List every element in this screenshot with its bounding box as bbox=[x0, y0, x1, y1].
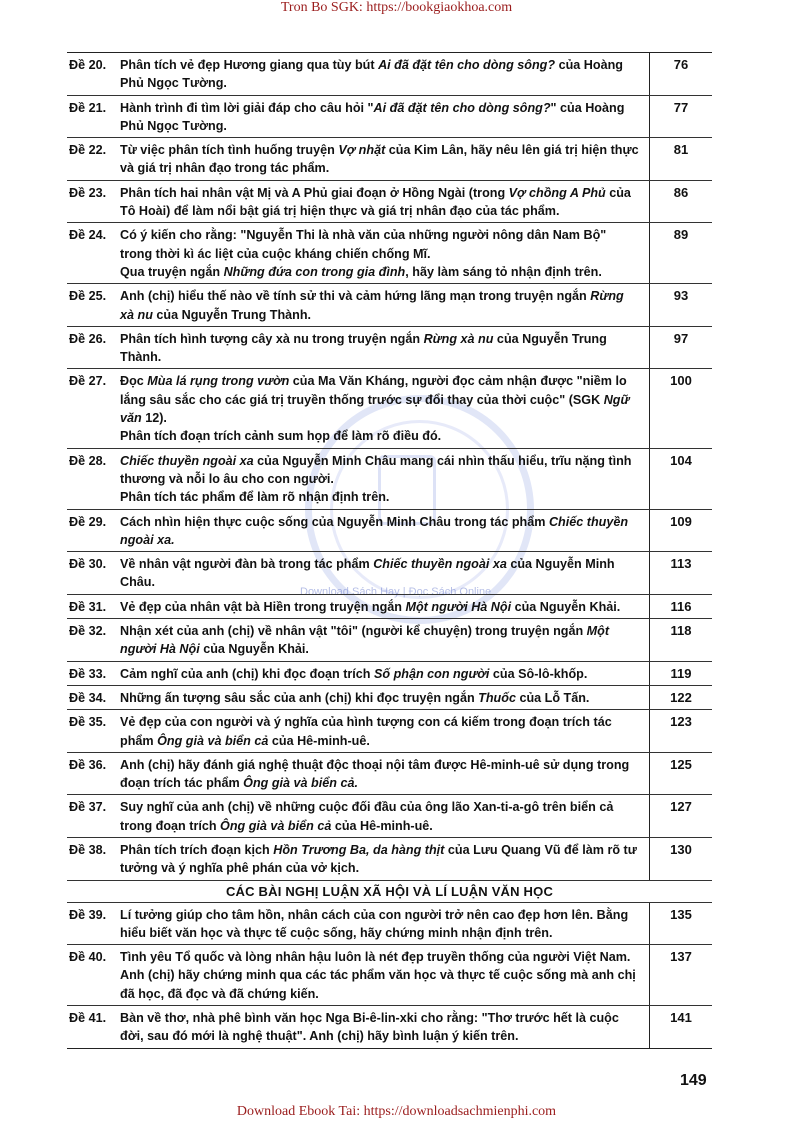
toc-row-page: 137 bbox=[670, 949, 692, 965]
toc-row-number: Đề 28. bbox=[69, 453, 107, 468]
toc-row-title: Phân tích vẻ đẹp Hương giang qua tùy bút Ai đã đặt tên cho dòng sông? của Hoàng Phủ Ngọc Tường. bbox=[118, 53, 650, 95]
toc-row-page: 100 bbox=[670, 373, 692, 389]
toc-row bbox=[67, 96, 712, 139]
toc-row-page: 127 bbox=[670, 799, 692, 815]
toc-row-number: Đề 20. bbox=[69, 58, 107, 72]
toc-row-page: 77 bbox=[673, 99, 689, 115]
toc-row bbox=[67, 619, 712, 662]
toc-row-page: 86 bbox=[673, 184, 689, 200]
toc-row-number: Đề 35. bbox=[69, 715, 107, 730]
toc-row bbox=[67, 284, 712, 327]
toc-row bbox=[67, 710, 712, 753]
header-download-link[interactable]: Tron Bo SGK: https://bookgiaokhoa.com bbox=[280, 0, 513, 15]
toc-row bbox=[67, 327, 712, 370]
toc-row bbox=[67, 795, 712, 838]
toc-row-page: 119 bbox=[670, 665, 692, 681]
toc-row-title: Từ việc phân tích tình huống truyện Vợ nhặt của Kim Lân, hãy nêu lên giá trị hiện thực và giá trị nhân đạo trong tác phẩm. bbox=[118, 138, 650, 180]
toc-row-page: 97 bbox=[673, 330, 689, 346]
toc-row bbox=[67, 552, 712, 595]
toc-row bbox=[67, 945, 712, 1006]
toc-row-page: 141 bbox=[670, 1010, 692, 1026]
toc-row-title: Có ý kiến cho rằng: "Nguyễn Thi là nhà văn của những người nông dân Nam Bộ" trong thời kì ác liệt của cuộc kháng chiến chống Mĩ. Qua truyện ngắn Những đứa con trong gia đình, hãy làm sáng tỏ nhận định trên. bbox=[118, 223, 650, 283]
toc-row-page: 104 bbox=[670, 452, 692, 468]
toc-row bbox=[67, 53, 712, 96]
table-of-contents bbox=[67, 52, 712, 1049]
toc-row bbox=[67, 1006, 712, 1048]
toc-row-number: Đề 26. bbox=[69, 331, 107, 346]
toc-row bbox=[67, 223, 712, 284]
toc-row-title: Vẻ đẹp của nhân vật bà Hiền trong truyện ngắn Một người Hà Nội của Nguyễn Khải. bbox=[118, 595, 650, 618]
toc-row-number: Đề 31. bbox=[69, 599, 107, 614]
toc-row-page: 122 bbox=[670, 689, 692, 705]
toc-row-title: Những ấn tượng sâu sắc của anh (chị) khi đọc truyện ngắn Thuốc của Lỗ Tấn. bbox=[118, 686, 650, 709]
toc-row-page: 109 bbox=[670, 513, 692, 529]
toc-row-title: Phân tích trích đoạn kịch Hồn Trương Ba, da hàng thịt của Lưu Quang Vũ để làm rõ tư tưởng và ý nghĩa phê phán của vở kịch. bbox=[118, 838, 650, 880]
toc-row bbox=[67, 181, 712, 224]
toc-row-title: Anh (chị) hiểu thế nào về tính sử thi và cảm hứng lãng mạn trong truyện ngắn Rừng xà nu của Nguyễn Trung Thành. bbox=[118, 284, 650, 326]
toc-row-title: Cảm nghĩ của anh (chị) khi đọc đoạn trích Số phận con người của Sô-lô-khốp. bbox=[118, 662, 650, 685]
toc-row bbox=[67, 138, 712, 181]
toc-row-title: Phân tích hai nhân vật Mị và A Phủ giai đoạn ở Hồng Ngài (trong Vợ chồng A Phủ của Tô Hoài) để làm nổi bật giá trị hiện thực và giá trị nhân đạo của tác phẩm. bbox=[118, 181, 650, 223]
toc-row-page: 89 bbox=[673, 227, 689, 243]
toc-row-number: Đề 22. bbox=[69, 143, 107, 158]
toc-row-number: Đề 21. bbox=[69, 100, 107, 115]
toc-row-number: Đề 37. bbox=[69, 800, 107, 815]
toc-row-title: Cách nhìn hiện thực cuộc sống của Nguyễn Minh Châu trong tác phẩm Chiếc thuyền ngoài xa. bbox=[118, 510, 650, 552]
toc-row bbox=[67, 662, 712, 686]
toc-row-number: Đề 24. bbox=[69, 228, 107, 243]
footer-download-link[interactable]: Download Ebook Tai: https://downloadsachmienphi.com bbox=[236, 1104, 557, 1119]
toc-row-number: Đề 27. bbox=[69, 374, 107, 389]
toc-row-title: Về nhân vật người đàn bà trong tác phẩm Chiếc thuyền ngoài xa của Nguyễn Minh Châu. bbox=[118, 552, 650, 594]
toc-row-page: 135 bbox=[670, 906, 692, 922]
toc-row-title: Anh (chị) hãy đánh giá nghệ thuật độc thoại nội tâm được Hê-minh-uê sử dụng trong đoạn trích tác phẩm Ông già và biển cả. bbox=[118, 753, 650, 795]
toc-row-number: Đề 29. bbox=[69, 514, 107, 529]
toc-row bbox=[67, 686, 712, 710]
toc-row-page: 118 bbox=[670, 623, 692, 639]
toc-row-number: Đề 32. bbox=[69, 624, 107, 639]
toc-row-number: Đề 40. bbox=[69, 950, 107, 965]
toc-row-number: Đề 25. bbox=[69, 289, 107, 304]
watermark-text: Download Sách Hay | Đọc Sách Online bbox=[300, 586, 492, 598]
toc-row-number: Đề 30. bbox=[69, 557, 107, 572]
toc-row-page: 116 bbox=[670, 598, 692, 614]
toc-row-title: Lí tưởng giúp cho tâm hồn, nhân cách của con người trở nên cao đẹp hơn lên. Bằng hiểu biết văn học và thực tế cuộc sống, hãy chứng minh nhận định trên. bbox=[118, 903, 650, 945]
toc-row-page: 81 bbox=[673, 142, 689, 158]
toc-row-title: Chiếc thuyền ngoài xa của Nguyễn Minh Châu mang cái nhìn thấu hiểu, trĩu nặng tình thương và nỗi lo âu cho con người. Phân tích tác phẩm để làm rõ nhận định trên. bbox=[118, 449, 650, 509]
toc-row-page: 125 bbox=[670, 756, 692, 772]
toc-row-title: Nhận xét của anh (chị) về nhân vật "tôi" (người kể chuyện) trong truyện ngắn Một người Hà Nội của Nguyễn Khải. bbox=[118, 619, 650, 661]
toc-row-number: Đề 39. bbox=[69, 907, 107, 922]
toc-row-page: 113 bbox=[670, 556, 692, 572]
toc-row-title: Đọc Mùa lá rụng trong vườn của Ma Văn Kháng, người đọc cảm nhận được "niềm lo lắng sâu sắc cho các giá trị truyền thống trước sự đổi thay của thời cuộc" (SGK Ngữ văn 12). Phân tích đoạn trích cảnh sum họp để làm rõ điều đó. bbox=[118, 369, 650, 447]
toc-row bbox=[67, 903, 712, 946]
toc-row-number: Đề 33. bbox=[69, 666, 107, 681]
toc-row-number: Đề 34. bbox=[69, 690, 107, 705]
toc-row-title: Phân tích hình tượng cây xà nu trong truyện ngắn Rừng xà nu của Nguyễn Trung Thành. bbox=[118, 327, 650, 369]
toc-row bbox=[67, 510, 712, 553]
toc-row-title: Suy nghĩ của anh (chị) về những cuộc đối đầu của ông lão Xan-ti-a-gô trên biển cả trong đoạn trích Ông già và biển cả của Hê-minh-uê. bbox=[118, 795, 650, 837]
toc-row-page: 123 bbox=[670, 714, 692, 730]
toc-row bbox=[67, 595, 712, 619]
toc-row bbox=[67, 838, 712, 881]
toc-row-number: Đề 38. bbox=[69, 842, 107, 857]
toc-row bbox=[67, 449, 712, 510]
toc-row-number: Đề 23. bbox=[69, 185, 107, 200]
section-heading: CÁC BÀI NGHỊ LUẬN XÃ HỘI VÀ LÍ LUẬN VĂN HỌC bbox=[67, 881, 712, 903]
toc-row-number: Đề 41. bbox=[69, 1011, 107, 1026]
toc-rows-social bbox=[67, 903, 712, 1048]
toc-row bbox=[67, 369, 712, 448]
toc-rows-literature bbox=[67, 53, 712, 881]
toc-row-page: 76 bbox=[673, 57, 689, 72]
toc-row-title: Bàn về thơ, nhà phê bình văn học Nga Bi-ê-lin-xki cho rằng: "Thơ trước hết là cuộc đời, sau đó mới là nghệ thuật". Anh (chị) hãy bình luận ý kiến trên. bbox=[118, 1006, 650, 1048]
toc-row-page: 93 bbox=[673, 288, 689, 304]
toc-row-number: Đề 36. bbox=[69, 757, 107, 772]
toc-row-title: Hành trình đi tìm lời giải đáp cho câu hỏi "Ai đã đặt tên cho dòng sông?" của Hoàng Phủ Ngọc Tường. bbox=[118, 96, 650, 138]
toc-row-page: 130 bbox=[670, 841, 692, 857]
toc-row-title: Vẻ đẹp của con người và ý nghĩa của hình tượng con cá kiếm trong đoạn trích tác phẩm Ông già và biển cả của Hê-minh-uê. bbox=[118, 710, 650, 752]
toc-row bbox=[67, 753, 712, 796]
page-number: 149 bbox=[680, 1072, 707, 1089]
toc-row-title: Tình yêu Tổ quốc và lòng nhân hậu luôn là nét đẹp truyền thống của người Việt Nam. Anh (chị) hãy chứng minh qua các tác phẩm văn học và thực tế cuộc sống mà anh chị đã học, đã đọc và đã chứng kiến. bbox=[118, 945, 650, 1005]
